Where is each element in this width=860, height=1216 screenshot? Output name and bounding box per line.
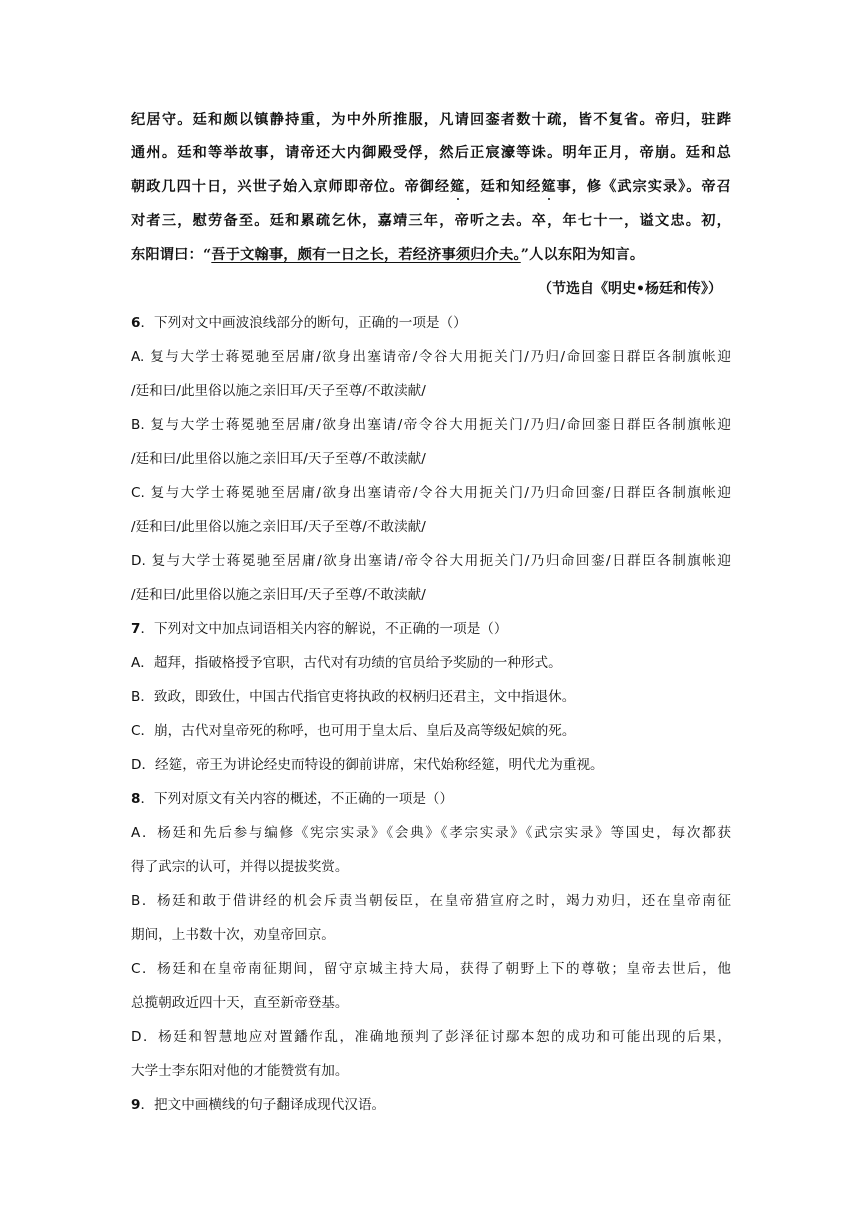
q6-option-c: C. 复与大学士蒋冕驰至居庸/欲身出塞请帝/令谷大用扼关门/乃归命回銮/日群臣各制旗帐迎 bbox=[131, 485, 731, 501]
question-7-stem: 7．下列对文中加点词语相关内容的解说，不正确的一项是（） bbox=[131, 621, 508, 637]
q8-option-a-cont: 得了武宗的认可，并得以提拔奖赏。 bbox=[131, 859, 349, 875]
emphasis-dot-char: 筵 bbox=[541, 179, 557, 195]
emphasis-dot-char: 筵 bbox=[450, 179, 466, 195]
underlined-sentence: 吾于文翰事，颇有一日之长，若经济事须归介夫。 bbox=[211, 247, 521, 263]
question-9-stem: 9．把文中画横线的句子翻译成现代汉语。 bbox=[131, 1097, 386, 1113]
passage-line: 朝政几四十日，兴世子始入京师即帝位。帝御经筵，廷和知经筵事，修《武宗实录》。帝召 bbox=[131, 179, 731, 195]
q8-option-b-cont: 期间，上书数十次，劝皇帝回京。 bbox=[131, 927, 335, 943]
q6-option-b: B. 复与大学士蒋冕驰至居庸/欲身出塞请/帝令谷大用扼关门/乃归/命回銮日群臣各制旗帐迎 bbox=[131, 417, 731, 433]
q8-option-b: B．杨廷和敢于借讲经的机会斥责当朝佞臣，在皇帝猎宣府之时，竭力劝归，还在皇帝南征 bbox=[131, 893, 731, 909]
q8-option-c-cont: 总揽朝政近四十天，直至新帝登基。 bbox=[131, 995, 349, 1011]
q8-option-d: D．杨廷和智慧地应对置鐇作乱，准确地预判了彭泽征讨鄢本恕的成功和可能出现的后果， bbox=[131, 1029, 731, 1045]
passage-source: （节选自《明史•杨廷和传》） bbox=[538, 281, 722, 297]
passage-line: 纪居守。廷和颇以镇静持重，为中外所推服，凡请回銮者数十疏，皆不复省。帝归，驻跸 bbox=[131, 112, 731, 128]
q8-option-c: C．杨廷和在皇帝南征期间，留守京城主持大局，获得了朝野上下的尊敬；皇帝去世后，他 bbox=[131, 961, 731, 977]
q7-option-b: B．致政，即致仕，中国古代指官吏将执政的权柄归还君主，文中指退休。 bbox=[131, 689, 576, 705]
q6-option-d: D. 复与大学士蒋冕驰至居庸/欲身出塞请/帝令谷大用扼关门/乃归命回銮/日群臣各制旗帐迎 bbox=[131, 553, 731, 569]
q6-option-a-cont: /廷和曰/此里俗以施之亲旧耳/天子至尊/不敢渎献/ bbox=[131, 383, 426, 399]
question-6-stem: 6．下列对文中画波浪线部分的断句，正确的一项是（） bbox=[131, 315, 467, 331]
q8-option-a: A．杨廷和先后参与编修《宪宗实录》《会典》《孝宗实录》《武宗实录》等国史，每次都获 bbox=[131, 825, 731, 841]
passage-line: 东阳谓曰：“吾于文翰事，颇有一日之长，若经济事须归介夫。”人以东阳为知言。 bbox=[131, 247, 645, 263]
q7-option-a: A．超拜，指破格授予官职，古代对有功绩的官员给予奖励的一种形式。 bbox=[131, 655, 562, 671]
q8-option-d-cont: 大学士李东阳对他的才能赞赏有加。 bbox=[131, 1063, 349, 1079]
q6-option-d-cont: /廷和曰/此里俗以施之亲旧耳/天子至尊/不敢渎献/ bbox=[131, 587, 426, 603]
question-8-stem: 8．下列对原文有关内容的概述，不正确的一项是（） bbox=[131, 791, 454, 807]
q6-option-c-cont: /廷和曰/此里俗以施之亲旧耳/天子至尊/不敢渎献/ bbox=[131, 519, 426, 535]
q6-option-a: A. 复与大学士蒋冕驰至居庸/欲身出塞请帝/令谷大用扼关门/乃归/命回銮日群臣各制旗帐迎 bbox=[131, 349, 731, 365]
q7-option-d: D．经筵，帝王为讲论经史而特设的御前讲席，宋代始称经筵，明代尤为重视。 bbox=[131, 757, 604, 773]
q6-option-b-cont: /廷和曰/此里俗以施之亲旧耳/天子至尊/不敢渎献/ bbox=[131, 451, 426, 467]
passage-line: 通州。廷和等举故事，请帝还大内御殿受俘，然后正宸濠等诛。明年正月，帝崩。廷和总 bbox=[131, 145, 731, 161]
q7-option-c: C．崩，古代对皇帝死的称呼，也可用于皇太后、皇后及高等级妃嫔的死。 bbox=[131, 723, 576, 739]
passage-line: 对者三，慰劳备至。廷和累疏乞休，嘉靖三年，帝听之去。卒，年七十一，谥文忠。初， bbox=[131, 213, 731, 229]
